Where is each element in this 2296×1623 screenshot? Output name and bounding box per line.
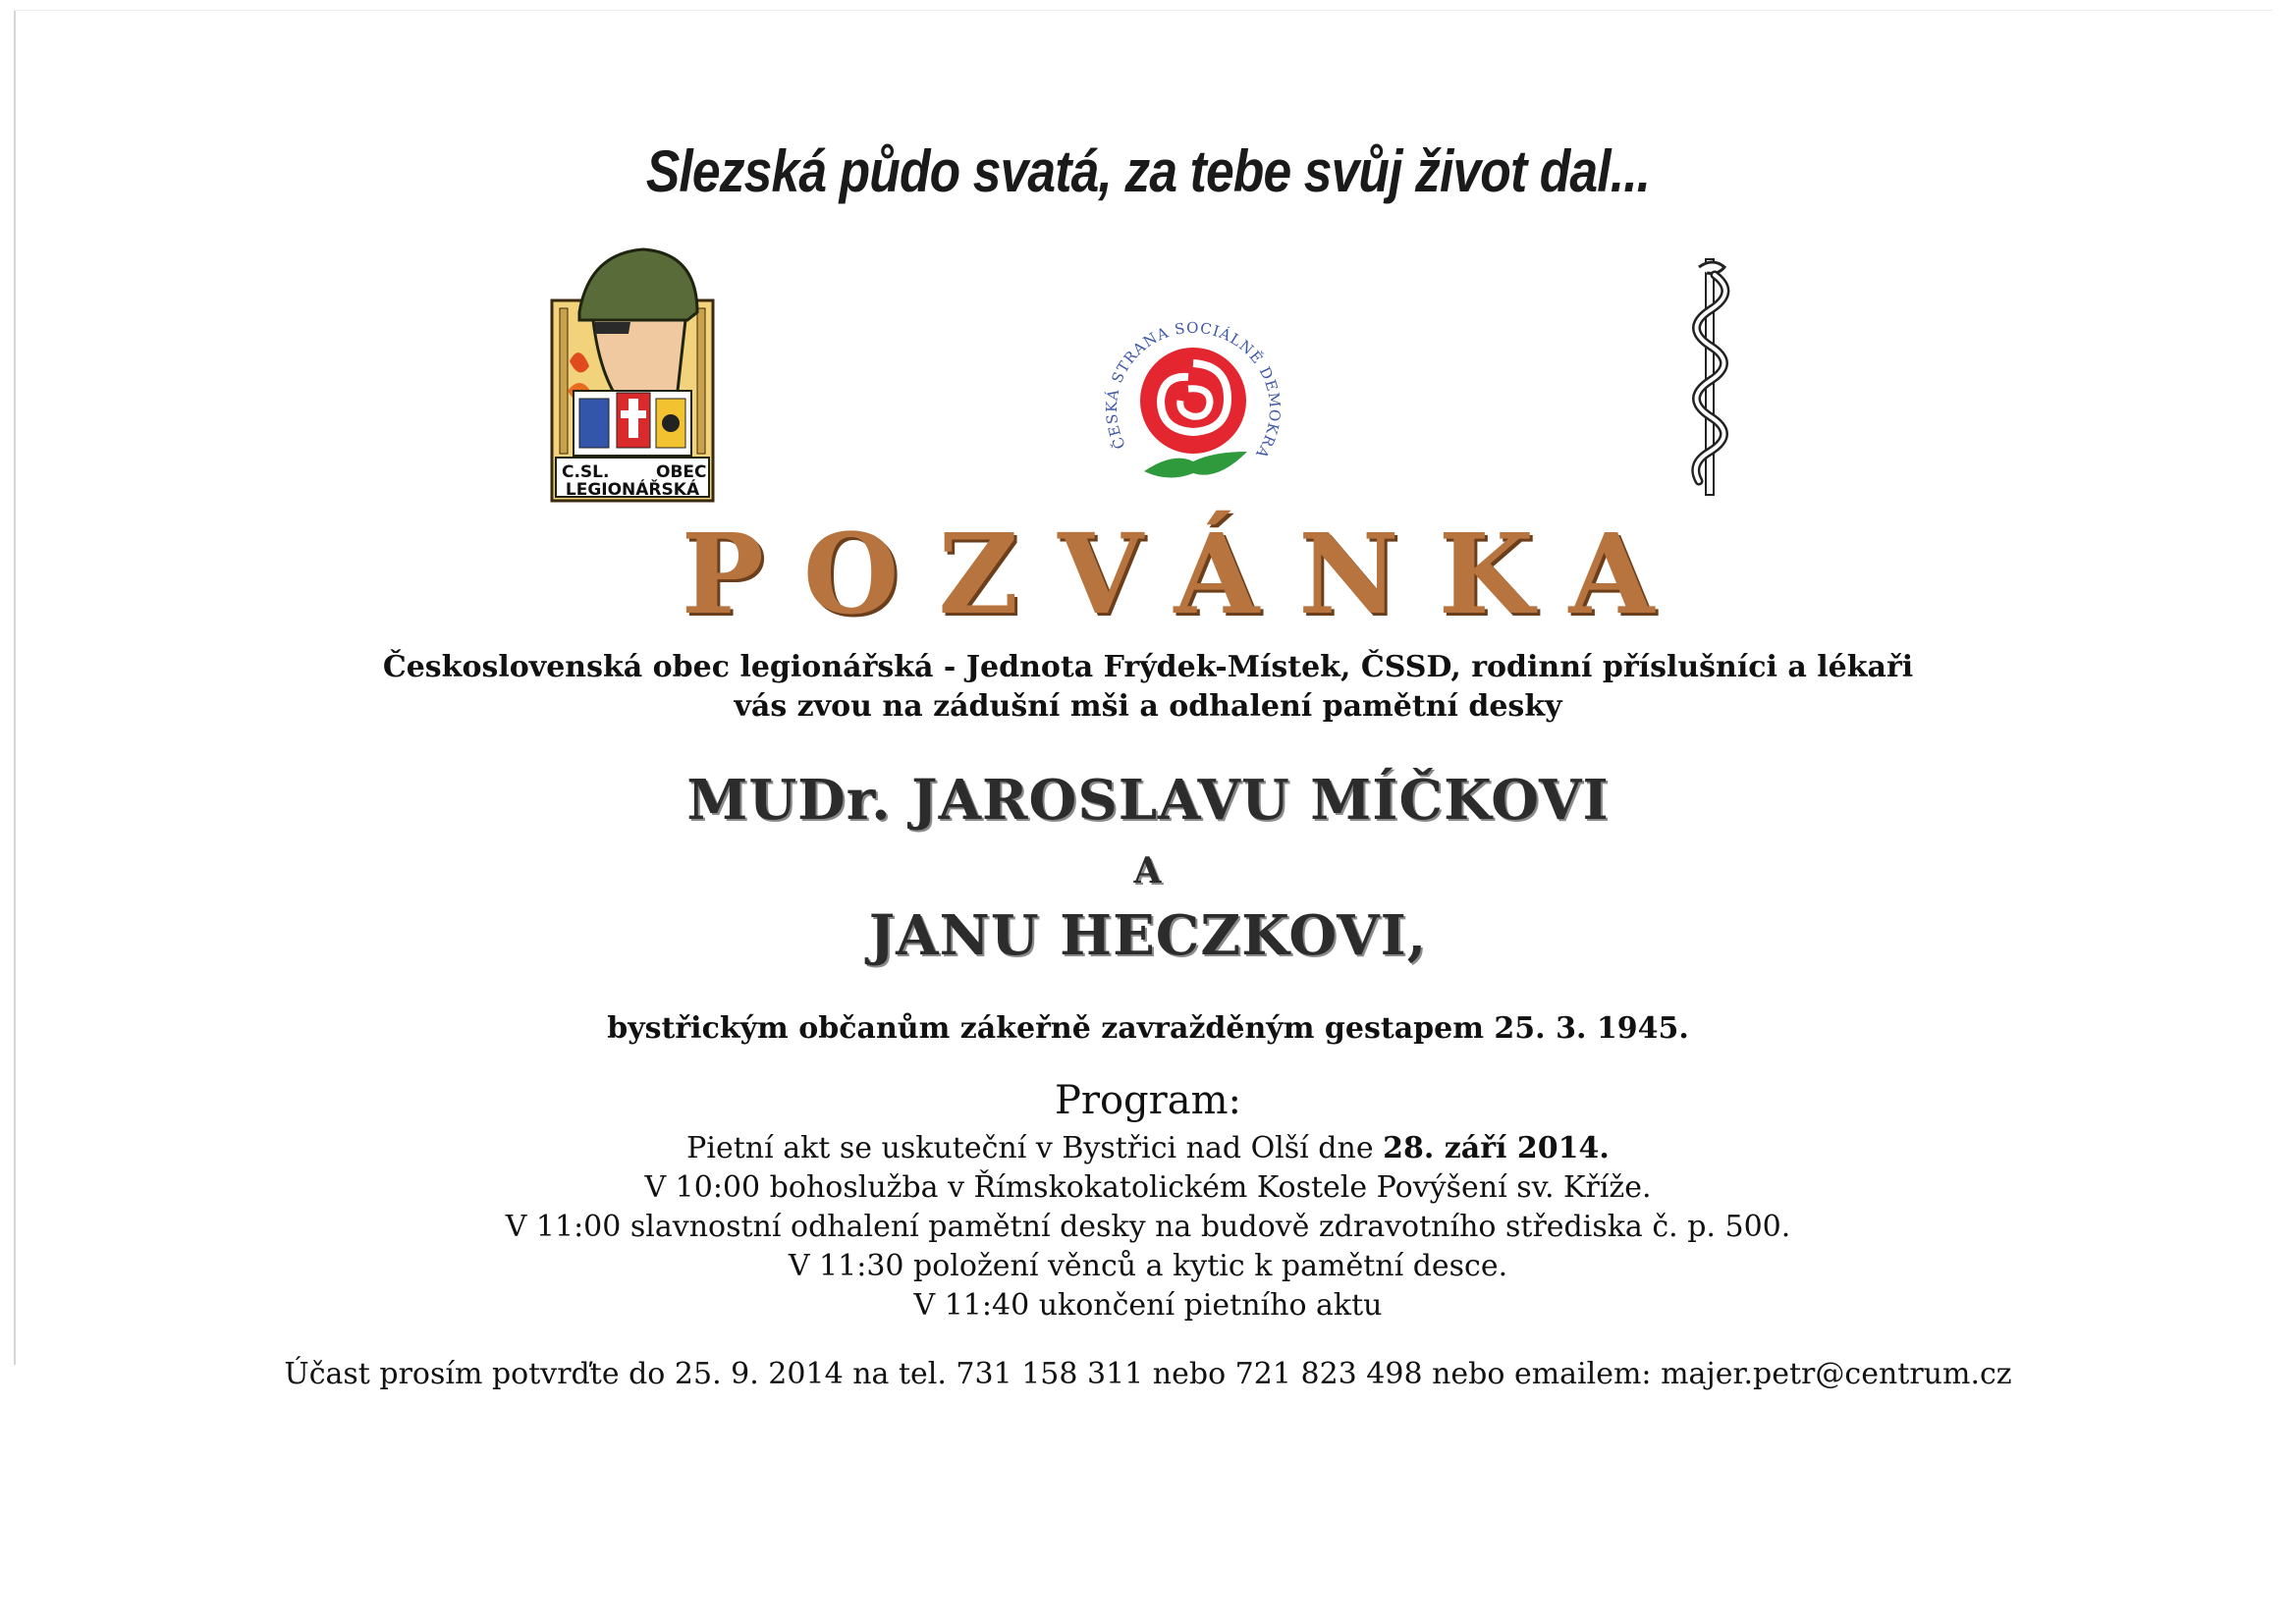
- scan-top-edge: [14, 10, 2272, 11]
- intro-line-2: vás zvou na zádušní mši a odhalení pamětní desky: [734, 689, 1562, 724]
- legion-text-bottom: LEGIONÁŘSKÁ: [565, 480, 700, 500]
- program-date: 28. září 2014.: [1383, 1131, 1610, 1165]
- program-line-2: V 10:00 bohoslužba v Římskokatolickém Kostele Povýšení sv. Kříže.: [644, 1170, 1652, 1205]
- program-heading: Program:: [1054, 1078, 1242, 1123]
- cssd-ring-text: ČESKÁ STRANA SOCIÁLNĚ DEMOKRA: [1102, 318, 1285, 461]
- legion-emblem-icon: [550, 243, 715, 503]
- victims-line: bystřickým občanům zákeřně zavražděným gestapem 25. 3. 1945.: [607, 1011, 1689, 1046]
- program-line-1: [0, 1131, 2296, 1165]
- cssd-rose-icon: [1090, 304, 1296, 501]
- cssd-logo: [1090, 304, 1296, 501]
- page-title: POZVÁNKA: [681, 511, 1694, 639]
- intro-line-1: Československá obec legionářská - Jednota Frýdek-Místek, ČSSD, rodinní příslušníci a lékaři: [382, 650, 1914, 684]
- motto: Slezská půdo svatá, za tebe svůj život dal...: [645, 138, 1651, 204]
- program-line-4: V 11:30 položení věnců a kytic k pamětní desce.: [788, 1249, 1508, 1283]
- legion-text-right: OBEC: [656, 462, 707, 482]
- asclepius-staff-icon: [1669, 253, 1750, 499]
- honoree-conjunction: A: [1133, 850, 1163, 892]
- confirmation-line: Účast prosím potvrďte do 25. 9. 2014 na tel. 731 158 311 nebo 721 823 498 nebo emailem: majer.petr@centrum.cz: [284, 1357, 2012, 1391]
- program-line-1-text: Pietní akt se uskuteční v Bystřici nad Olší dne: [686, 1131, 1384, 1165]
- medical-logo: [1669, 253, 1750, 499]
- program-line-5: V 11:40 ukončení pietního aktu: [913, 1288, 1383, 1323]
- honoree-name-1: MUDr. JAROSLAVU MÍČKOVI: [686, 768, 1610, 833]
- legion-text-left: C.SL.: [562, 462, 610, 482]
- legion-logo: [550, 243, 715, 503]
- honoree-name-2: JANU HECZKOVI,: [868, 903, 1428, 968]
- program-line-3: V 11:00 slavnostní odhalení pamětní desky na budově zdravotního střediska č. p. 500.: [505, 1210, 1791, 1244]
